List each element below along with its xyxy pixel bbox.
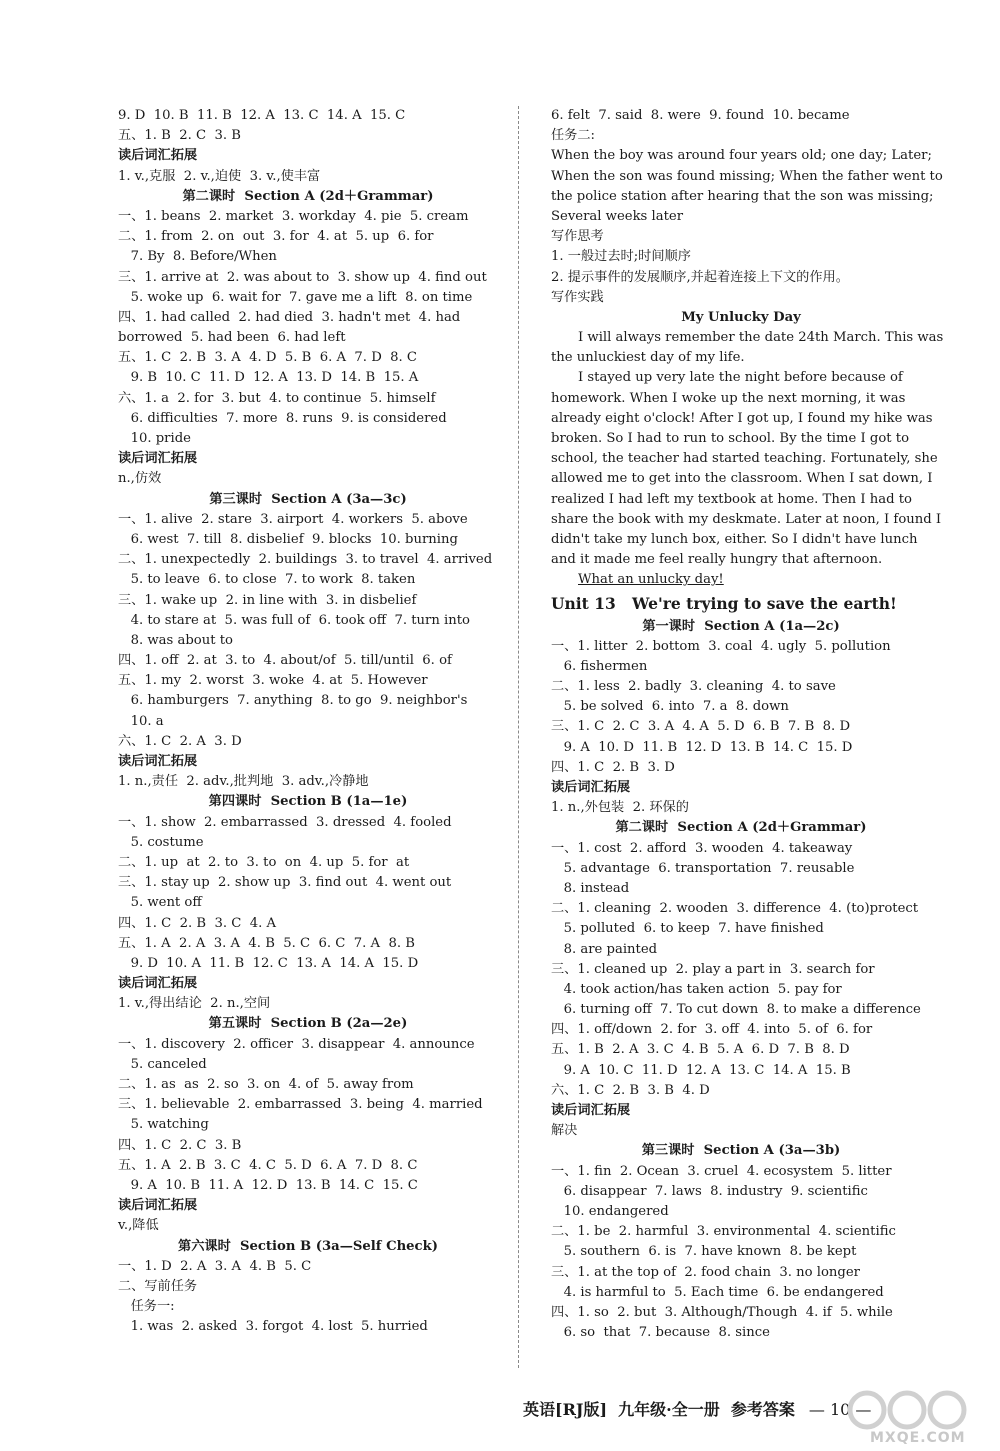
answer-line: 6. west 7. till 8. disbelief 9. blocks 10. burning [118,531,458,547]
answer-line: already eight o'clock! After I got up, I found my hike was [551,410,933,426]
answer-line: 10. a [118,713,164,729]
answer-line: 1. n.,外包装 2. 环保的 [551,800,689,816]
answer-line: 9. A 10. B 11. A 12. D 13. B 14. C 15. C [118,1177,418,1193]
answer-line: school, the teacher had started teaching. Fortunately, she [551,451,938,467]
answer-line: 五、1. C 2. B 3. A 4. D 5. B 6. A 7. D 8. C [118,350,418,366]
answer-line: 7. By 8. Before/When [118,249,277,265]
answer-line: 4. is harmful to 5. Each time 6. be endangered [551,1284,884,1300]
subsection-heading: 读后词汇拓展 [118,148,198,164]
subsection-heading: 读后词汇拓展 [118,451,198,467]
answer-line: 三、1. believable 2. embarrassed 3. being 4. married [118,1097,483,1113]
answer-line: I will always remember the date 24th March. This was [578,330,944,346]
answer-line: 四、1. C 2. B 3. D [551,759,675,775]
answer-line: 6. fishermen [551,658,648,674]
answer-line: 1. was 2. asked 3. forgot 4. lost 5. hurried [118,1319,428,1335]
answer-line: 9. D 10. A 11. B 12. C 13. A 14. A 15. D [118,955,419,971]
answer-line: 六、1. C 2. A 3. D [118,733,242,749]
answer-line: 6. turning off 7. To cut down 8. to make a difference [551,1002,921,1018]
answer-line: 5. polluted 6. to keep 7. have finished [551,921,824,937]
answer-line: 9. B 10. C 11. D 12. A 13. D 14. B 15. A [118,370,419,386]
answer-line: allowed me to get into the classroom. When I sat down, I [551,471,933,487]
answer-line: 1. v.,克服 2. v.,迫使 3. v.,使丰富 [118,168,321,184]
answer-line: 写作思考 [551,229,604,245]
answer-line: 5. southern 6. is 7. have known 8. be kept [551,1244,857,1260]
section-heading: 第五课时 Section B (2a—2e) [208,1016,408,1032]
answer-line: 5. be solved 6. into 7. a 8. down [551,699,789,715]
answer-line: 二、1. from 2. on out 3. for 4. at 5. up 6. for [118,229,434,245]
page-footer [523,1397,871,1420]
answer-line: 6. disappear 7. laws 8. industry 9. scientific [551,1183,868,1199]
watermark-text: MXQE.COM [870,1430,966,1446]
footer-label: 英语[RJ版] 九年级·全一册 参考答案 [523,1400,795,1419]
answer-line: 六、1. C 2. B 3. B 4. D [551,1082,710,1098]
answer-line: 4. took action/has taken action 5. pay for [551,981,842,997]
answer-line: v.,降低 [118,1218,159,1234]
answer-line: realized I had left my textbook at home. Then I had to [551,491,912,507]
answer-line: 二、写前任务 [118,1278,198,1294]
answer-line: 二、1. be 2. harmful 3. environmental 4. scientific [551,1224,896,1240]
section-heading: 第一课时 Section A (1a—2c) [642,618,840,634]
answer-line: the police station after hearing that the son was missing; [551,188,934,204]
answer-line: 任务二: [551,128,596,144]
left-column [118,106,498,1337]
answer-line: 8. instead [551,880,630,896]
answer-line: What an unlucky day! [578,572,724,588]
answer-line: 三、1. cleaned up 2. play a part in 3. search for [551,961,875,977]
answer-line: 三、1. at the top of 2. food chain 3. no longer [551,1264,860,1280]
answer-line: 5. costume [118,834,204,850]
subsection-heading: 读后词汇拓展 [551,780,631,795]
answer-line: 一、1. show 2. embarrassed 3. dressed 4. fooled [118,814,452,830]
answer-line: 四、1. so 2. but 3. Although/Though 4. if 5. while [551,1304,893,1320]
answer-line: 解决 [551,1123,578,1139]
answer-line: 8. are painted [551,941,658,957]
subsection-heading: 读后词汇拓展 [118,1198,198,1214]
answer-line: 二、1. less 2. badly 3. cleaning 4. to save [551,679,836,695]
answer-line: When the son was found missing; When the father went to [551,168,943,184]
answer-line: broken. So I had to run to school. By the time I got to [551,431,910,446]
answer-line: didn't take my lunch box, either. So I didn't have lunch [551,531,918,547]
section-heading: 第四课时 Section B (1a—1e) [208,794,408,810]
section-heading: 第二课时 Section A (2d＋Grammar) [615,820,867,836]
answer-line: and it made me feel really hungry that afternoon. [551,552,883,568]
answer-line: 三、1. stay up 2. show up 3. find out 4. went out [118,875,452,891]
answer-line: 四、1. off 2. at 3. to 4. about/of 5. till/until 6. of [118,653,452,669]
answer-line: 1. n.,责任 2. adv.,批判地 3. adv.,冷静地 [118,774,369,790]
answer-line: When the boy was around four years old; one day; Later; [551,148,932,164]
answer-line: 五、1. A 2. B 3. C 4. C 5. D 6. A 7. D 8. C [118,1157,418,1173]
answer-line: 二、1. unexpectedly 2. buildings 3. to travel 4. arrived [118,552,493,568]
answer-line: 6. felt 7. said 8. were 9. found 10. became [551,108,850,123]
answer-line: 6. difficulties 7. more 8. runs 9. is considered [118,410,447,426]
answer-line: 一、1. fin 2. Ocean 3. cruel 4. ecosystem 5. litter [551,1163,892,1179]
answer-line: 4. to stare at 5. was full of 6. took off 7. turn into [118,612,470,628]
answer-line: 1. 一般过去时;时间顺序 [551,249,691,265]
answer-line: 五、1. B 2. A 3. C 4. B 5. A 6. D 7. B 8. D [551,1042,850,1058]
answer-line: 5. to leave 6. to close 7. to work 8. taken [118,572,416,588]
answer-line: 四、1. C 2. B 3. C 4. A [118,915,277,931]
answer-line: 一、1. discovery 2. officer 3. disappear 4. announce [118,1036,475,1052]
answer-line: 5. advantage 6. transportation 7. reusable [551,860,855,876]
section-heading: 第六课时 Section B (3a—Self Check) [178,1238,438,1254]
answer-line: 五、1. B 2. C 3. B [118,128,241,144]
answer-line: borrowed 5. had been 6. had left [118,330,346,346]
answer-line: 五、1. A 2. A 3. A 4. B 5. C 6. C 7. A 8. B [118,935,415,951]
answer-line: homework. When I woke up the next morning, it was [551,390,906,406]
subsection-heading: 读后词汇拓展 [551,1103,631,1118]
answer-line: 5. went off [118,895,202,911]
answer-line: 四、1. C 2. C 3. B [118,1137,242,1153]
answer-line: 9. D 10. B 11. B 12. A 13. C 14. A 15. C [118,108,406,123]
answer-line: 5. woke up 6. wait for 7. gave me a lift 8. on time [118,289,473,305]
answer-line: My Unlucky Day [681,309,801,325]
answer-line: I stayed up very late the night before because of [578,370,903,386]
answer-line: 8. was about to [118,632,233,648]
answer-line: 三、1. wake up 2. in line with 3. in disbelief [118,592,417,608]
column-divider [518,106,519,1368]
answer-line: 10. endangered [551,1203,669,1219]
section-heading: 第二课时 Section A (2d＋Grammar) [182,188,434,204]
answer-line: 10. pride [118,431,191,446]
answer-line: 二、1. as as 2. so 3. on 4. of 5. away from [118,1077,414,1092]
answer-line: share the book with my deskmate. Later at noon, I found I [551,511,942,527]
answer-line: Several weeks later [551,208,684,224]
answer-line: 写作实践 [551,289,604,305]
answer-line: 5. watching [118,1117,209,1133]
answer-line: 一、1. cost 2. afford 3. wooden 4. takeaway [551,840,853,856]
subsection-heading: 读后词汇拓展 [118,976,198,992]
answer-line: 一、1. D 2. A 3. A 4. B 5. C [118,1258,312,1274]
answer-line: 三、1. arrive at 2. was about to 3. show up 4. find out [118,269,487,285]
answer-line: 六、1. a 2. for 3. but 4. to continue 5. himself [118,390,436,406]
answer-line: 一、1. alive 2. stare 3. airport 4. workers 5. above [118,511,468,527]
answer-line: 9. A 10. C 11. D 12. A 13. C 14. A 15. B [551,1062,851,1078]
answer-line: 一、1. litter 2. bottom 3. coal 4. ugly 5. pollution [551,638,891,654]
answer-line: 6. hamburgers 7. anything 8. to go 9. neighbor's [118,693,468,709]
answer-line: the unluckiest day of my life. [551,350,745,366]
answer-line: 任务一: [118,1299,175,1315]
answer-line: 五、1. my 2. worst 3. woke 4. at 5. However [118,673,428,689]
answer-line: 2. 提示事件的发展顺序,并起着连接上下文的作用。 [551,269,849,285]
answer-line: 二、1. cleaning 2. wooden 3. difference 4. (to)protect [551,901,919,917]
answer-line: 6. so that 7. because 8. since [551,1325,770,1341]
section-heading: 第三课时 Section A (3a—3c) [209,491,407,507]
answer-line: 四、1. off/down 2. for 3. off 4. into 5. of 6. for [551,1022,873,1038]
right-column [551,106,944,1343]
answer-line: Unit 13 We're trying to save the earth! [551,593,897,613]
answer-line: 二、1. up at 2. to 3. to on 4. up 5. for at [118,854,410,870]
page-number: — 10 — [808,1400,872,1419]
answer-line: 一、1. beans 2. market 3. workday 4. pie 5. cream [118,208,469,224]
answer-line: 5. canceled [118,1056,207,1072]
answer-line: 9. A 10. D 11. B 12. D 13. B 14. C 15. D [551,739,853,755]
subsection-heading: 读后词汇拓展 [118,754,198,769]
answer-line: n.,仿效 [118,471,162,487]
answer-line: 三、1. C 2. C 3. A 4. A 5. D 6. B 7. B 8. D [551,719,851,735]
section-heading: 第三课时 Section A (3a—3b) [641,1143,841,1159]
answer-line: 1. v.,得出结论 2. n.,空间 [118,996,271,1012]
answer-line: 四、1. had called 2. had died 3. hadn't met 4. had [118,309,461,325]
